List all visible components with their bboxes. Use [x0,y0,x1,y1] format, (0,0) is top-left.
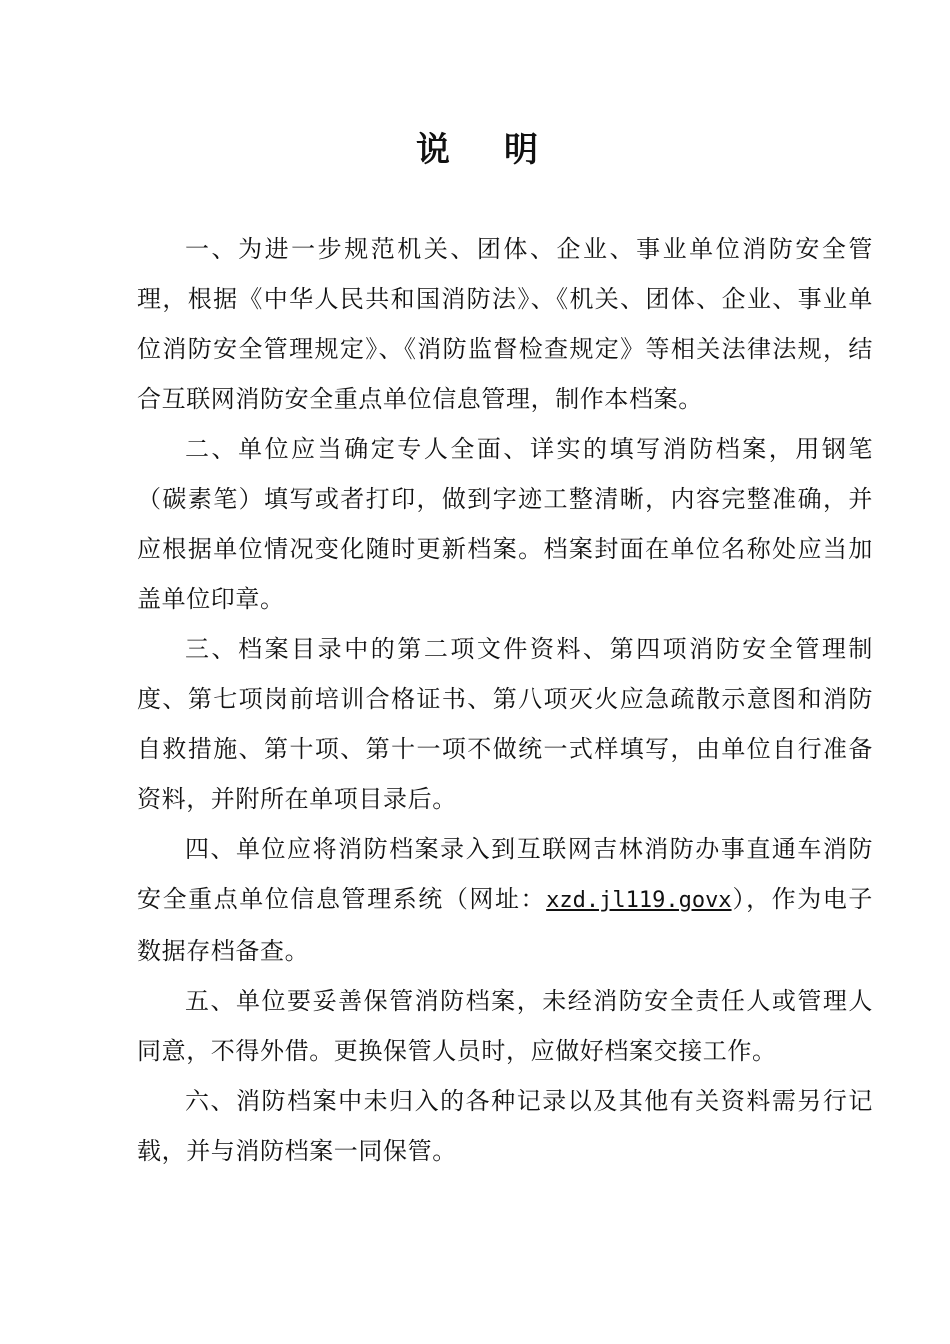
paragraph-6: 六、消防档案中未归入的各种记录以及其他有关资料需另行记载，并与消防档案一同保管。 [137,1087,873,1165]
document-body [137,224,873,1176]
paragraph-1: 一、为进一步规范机关、团体、企业、事业单位消防安全管理，根据《中华人民共和国消防法》、《机关、团体、企业、事业单位消防安全管理规定》、《消防监督检查规定》等相关法律法规，结合互联网消防安全重点单位信息管理，制作本档案。 [137,235,873,413]
page-title: 说明 [416,130,592,170]
paragraph-4-text-end: ），作为电子数据存档备查。 [137,885,873,965]
paragraph-4-text-start: 四、单位应将消防档案录入到互联网吉林消防办事直通车消防安全重点单位信息管理系统（网址： [137,835,873,913]
paragraph-4 [137,824,873,976]
paragraph-2: 二、单位应当确定专人全面、详实的填写消防档案，用钢笔（碳素笔）填写或者打印，做到字迹工整清晰，内容完整准确，并应根据单位情况变化随时更新档案。档案封面在单位名称处应当加盖单位印章。 [137,435,873,613]
paragraph-5: 五、单位要妥善保管消防档案，未经消防安全责任人或管理人同意，不得外借。更换保管人员时，应做好档案交接工作。 [137,987,873,1065]
website-link[interactable]: xzd.jl119.govx [546,888,732,913]
paragraph-3: 三、档案目录中的第二项文件资料、第四项消防安全管理制度、第七项岗前培训合格证书、第八项灭火应急疏散示意图和消防自救措施、第十项、第十一项不做统一式样填写，由单位自行准备资料，并附所在单项目录后。 [137,635,873,813]
